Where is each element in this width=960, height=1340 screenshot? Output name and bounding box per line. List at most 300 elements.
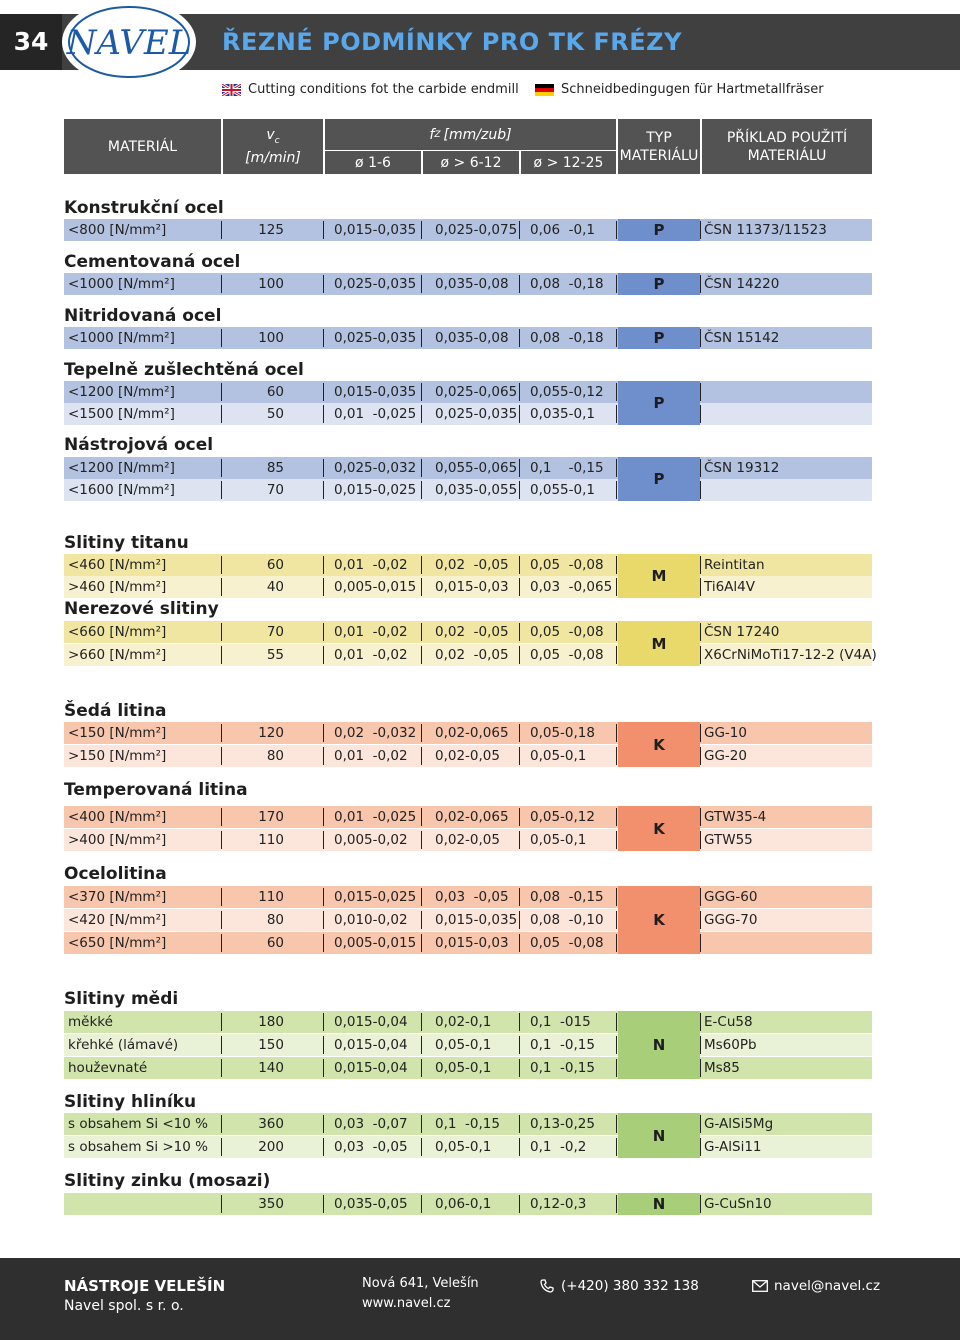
group-title: Tepelně zušlechtěná ocel [64,360,304,380]
column-divider [616,831,617,849]
footer-web[interactable]: www.navel.cz [362,1296,451,1311]
material-type-cell: M [618,621,700,666]
column-divider [700,275,701,293]
english-caption: Cutting conditions fot the carbide endmill [248,82,519,97]
column-divider [221,578,222,596]
column-divider [221,1036,222,1054]
table-row [64,1136,872,1158]
column-divider [323,623,324,641]
fz-medium-cell: 0,02-0,05 [435,832,500,848]
vc-cell: 70 [266,482,284,498]
example-line-2: MATERIÁLU [747,147,827,164]
column-divider [221,888,222,906]
material-type-cell: K [618,722,700,767]
fz-large-cell: 0,06 -0,1 [530,222,595,238]
fz-medium-cell: 0,02-0,1 [435,1014,492,1030]
fz-medium-cell: 0,02-0,065 [435,809,509,825]
fz-large-cell: 0,05 -0,08 [530,647,604,663]
col-header-d1: ø 1-6 [325,151,421,174]
column-divider [616,646,617,664]
material-cell: <1200 [N/mm²] [68,460,175,476]
table-row [64,1193,872,1215]
column-divider [700,383,701,401]
column-divider [323,646,324,664]
example-cell: E-Cu58 [704,1014,753,1030]
fz-small-cell: 0,015-0,04 [334,1014,408,1030]
fz-small-cell: 0,005-0,015 [334,935,417,951]
column-divider [616,221,617,239]
col-header-vc [223,119,323,174]
column-divider [519,934,520,952]
material-type-cell: P [618,381,700,425]
vc-cell: 40 [266,579,284,595]
column-divider [323,911,324,929]
table-row [64,479,872,501]
column-divider [616,556,617,574]
column-divider [323,1195,324,1213]
column-divider [616,383,617,401]
material-cell: <1500 [N/mm²] [68,406,175,422]
column-divider [323,1036,324,1054]
column-divider [421,1138,422,1156]
column-divider [616,934,617,952]
fz-small-cell: 0,005-0,02 [334,832,408,848]
material-type-cell: K [618,886,700,954]
fz-large-cell: 0,08 -0,18 [530,276,604,292]
column-divider [421,934,422,952]
column-divider [421,911,422,929]
column-divider [700,934,701,952]
fz-medium-cell: 0,015-0,035 [435,912,518,928]
column-divider [616,808,617,826]
vc-label: v [266,126,275,143]
column-divider [421,831,422,849]
col-header-type [618,119,700,174]
fz-large-cell: 0,08 -0,18 [530,330,604,346]
fz-large-cell: 0,1 -015 [530,1014,591,1030]
group-title: Nerezové slitiny [64,599,219,619]
column-divider [519,831,520,849]
column-divider [616,1115,617,1133]
group-title: Slitiny zinku (mosazi) [64,1171,271,1191]
material-cell: <460 [N/mm²] [68,557,167,573]
table-row [64,219,872,241]
material-cell: křehké (lámavé) [68,1037,179,1053]
fz-medium-cell: 0,05-0,1 [435,1139,492,1155]
fz-large-cell: 0,05-0,1 [530,748,587,764]
navel-logo [66,4,192,80]
column-divider [700,646,701,664]
fz-medium-cell: 0,02-0,05 [435,748,500,764]
column-divider [323,1138,324,1156]
fz-medium-cell: 0,1 -0,15 [435,1116,500,1132]
column-divider [700,831,701,849]
material-cell: <800 [N/mm²] [68,222,167,238]
group-title: Cementovaná ocel [64,252,241,272]
column-divider [519,888,520,906]
column-divider [700,329,701,347]
column-divider [700,1195,701,1213]
fz-small-cell: 0,015-0,025 [334,482,417,498]
column-divider [700,1013,701,1031]
column-divider [221,405,222,423]
fz-large-cell: 0,05 -0,08 [530,624,604,640]
fz-large-cell: 0,1 -0,15 [530,1060,595,1076]
fz-large-cell: 0,05-0,12 [530,809,595,825]
group-title: Slitiny mědi [64,989,179,1009]
column-divider [323,383,324,401]
example-cell: GTW55 [704,832,753,848]
fz-medium-cell: 0,02-0,065 [435,725,509,741]
column-divider [616,724,617,742]
fz-large-cell: 0,05 -0,08 [530,557,604,573]
fz-small-cell: 0,025-0,035 [334,276,417,292]
column-divider [700,578,701,596]
example-cell: ČSN 17240 [704,624,780,640]
fz-small-cell: 0,015-0,04 [334,1037,408,1053]
column-divider [421,275,422,293]
fz-medium-cell: 0,02 -0,05 [435,647,509,663]
vc-cell: 200 [258,1139,284,1155]
column-divider [616,459,617,477]
column-divider [323,747,324,765]
column-divider [616,747,617,765]
table-row [64,829,872,851]
german-flag-icon [535,84,554,96]
fz-large-cell: 0,1 -0,2 [530,1139,587,1155]
fz-medium-cell: 0,055-0,065 [435,460,518,476]
example-line-1: PŘÍKLAD POUŽITÍ [726,129,848,146]
table-row [64,1011,872,1033]
column-divider [700,1036,701,1054]
fz-unit: [mm/zub] [443,126,512,143]
example-cell: G-CuSn10 [704,1196,772,1212]
fz-large-cell: 0,055-0,1 [530,482,595,498]
column-divider [700,405,701,423]
vc-cell: 80 [266,748,284,764]
material-cell: <1200 [N/mm²] [68,384,175,400]
table-row [64,621,872,643]
group-title: Nitridovaná ocel [64,306,222,326]
fz-small-cell: 0,01 -0,02 [334,647,408,663]
column-divider [323,831,324,849]
column-divider [323,556,324,574]
type-line-2: MATERIÁLU [619,147,699,164]
footer-company-sub: Navel spol. s r. o. [64,1298,184,1314]
material-cell: <1000 [N/mm²] [68,330,175,346]
column-divider [616,1195,617,1213]
table-row [64,327,872,349]
group-title: Temperovaná litina [64,780,248,800]
column-divider [421,481,422,499]
column-divider [421,623,422,641]
column-divider [519,724,520,742]
table-row [64,745,872,767]
vc-cell: 60 [266,384,284,400]
material-type-cell: N [618,1011,700,1079]
column-divider [421,383,422,401]
column-divider [221,831,222,849]
page-title: ŘEZNÉ PODMÍNKY PRO TK FRÉZY [222,28,682,56]
material-cell: měkké [68,1014,113,1030]
footer-phone[interactable]: (+420) 380 332 138 [561,1278,699,1294]
vc-cell: 80 [266,912,284,928]
fz-medium-cell: 0,05-0,1 [435,1037,492,1053]
column-divider [221,934,222,952]
fz-large-cell: 0,13-0,25 [530,1116,595,1132]
material-cell: >150 [N/mm²] [68,748,167,764]
column-divider [221,383,222,401]
column-divider [519,808,520,826]
fz-small-cell: 0,015-0,035 [334,384,417,400]
vc-cell: 110 [258,832,284,848]
example-cell: G-AlSi11 [704,1139,762,1155]
fz-medium-cell: 0,025-0,065 [435,384,518,400]
material-cell: <370 [N/mm²] [68,889,167,905]
group-title: Slitiny hliníku [64,1092,197,1112]
material-type-cell: N [618,1193,700,1215]
column-divider [221,459,222,477]
example-cell: ČSN 14220 [704,276,780,292]
fz-medium-cell: 0,05-0,1 [435,1060,492,1076]
column-divider [700,221,701,239]
fz-small-cell: 0,015-0,035 [334,222,417,238]
column-divider [616,481,617,499]
column-divider [421,405,422,423]
footer-address: Nová 641, Velešín [362,1276,479,1291]
fz-small-cell: 0,03 -0,05 [334,1139,408,1155]
column-divider [519,329,520,347]
material-cell: <400 [N/mm²] [68,809,167,825]
col-header-d3: ø > 12-25 [521,151,616,174]
fz-medium-cell: 0,035-0,08 [435,330,509,346]
column-divider [616,1013,617,1031]
table-row [64,554,872,576]
fz-large-cell: 0,12-0,3 [530,1196,587,1212]
vc-cell: 125 [258,222,284,238]
column-divider [323,275,324,293]
fz-medium-cell: 0,06-0,1 [435,1196,492,1212]
column-divider [421,747,422,765]
material-type-cell: P [618,327,700,349]
logo-text: NAVEL [66,23,192,63]
material-cell: <420 [N/mm²] [68,912,167,928]
column-divider [421,578,422,596]
vc-cell: 100 [258,276,284,292]
column-divider [616,329,617,347]
material-cell: houževnaté [68,1060,148,1076]
fz-small-cell: 0,015-0,025 [334,889,417,905]
table-row [64,1034,872,1056]
material-type-cell: P [618,219,700,241]
fz-label: f [429,126,435,143]
table-row [64,932,872,954]
column-divider [421,888,422,906]
german-caption: Schneidbedingugen für Hartmetallfräser [561,82,824,97]
vc-cell: 60 [266,935,284,951]
column-divider [323,1115,324,1133]
column-divider [519,1138,520,1156]
material-cell: s obsahem Si <10 % [68,1116,208,1132]
phone-icon [540,1279,554,1293]
table-row [64,886,872,908]
fz-large-cell: 0,05-0,18 [530,725,595,741]
column-divider [616,405,617,423]
fz-sub: Z [434,129,441,140]
example-cell: Ms85 [704,1060,740,1076]
group-title: Ocelolitina [64,864,167,884]
column-divider [221,623,222,641]
column-divider [700,747,701,765]
table-row [64,273,872,295]
column-divider [421,808,422,826]
example-cell: Ms60Pb [704,1037,757,1053]
vc-sub: c [274,135,280,146]
column-divider [421,1059,422,1077]
fz-small-cell: 0,01 -0,025 [334,406,417,422]
fz-small-cell: 0,01 -0,02 [334,557,408,573]
example-cell: Reintitan [704,557,765,573]
material-cell: <650 [N/mm²] [68,935,167,951]
column-divider [221,646,222,664]
fz-medium-cell: 0,03 -0,05 [435,889,509,905]
column-divider [519,1013,520,1031]
fz-large-cell: 0,1 -0,15 [530,1037,595,1053]
table-row [64,1113,872,1135]
fz-small-cell: 0,01 -0,025 [334,809,417,825]
fz-large-cell: 0,05-0,1 [530,832,587,848]
fz-small-cell: 0,015-0,04 [334,1060,408,1076]
column-divider [519,275,520,293]
column-divider [421,556,422,574]
example-cell: ČSN 15142 [704,330,780,346]
page-number: 34 [0,14,62,70]
column-divider [221,275,222,293]
example-cell: GTW35-4 [704,809,767,825]
column-divider [323,405,324,423]
example-cell: Ti6Al4V [704,579,755,595]
column-divider [323,934,324,952]
fz-medium-cell: 0,025-0,075 [435,222,518,238]
col-header-material: MATERIÁL [64,119,221,174]
material-cell: >460 [N/mm²] [68,579,167,595]
vc-cell: 70 [266,624,284,640]
column-divider [323,1059,324,1077]
column-divider [421,1036,422,1054]
column-divider [616,1036,617,1054]
fz-small-cell: 0,03 -0,07 [334,1116,408,1132]
column-divider [221,329,222,347]
column-divider [616,888,617,906]
column-divider [221,556,222,574]
column-divider [700,556,701,574]
table-row [64,722,872,744]
vc-cell: 120 [258,725,284,741]
column-divider [616,275,617,293]
example-cell: GGG-60 [704,889,758,905]
table-row [64,576,872,598]
fz-medium-cell: 0,035-0,055 [435,482,518,498]
example-cell: X6CrNiMoTi17-12-2 (V4A) [704,647,877,663]
table-row [64,457,872,479]
material-type-cell: P [618,273,700,295]
fz-medium-cell: 0,02 -0,05 [435,557,509,573]
fz-large-cell: 0,055-0,12 [530,384,604,400]
fz-small-cell: 0,025-0,035 [334,330,417,346]
example-cell: GG-10 [704,725,747,741]
column-divider [221,911,222,929]
fz-large-cell: 0,035-0,1 [530,406,595,422]
example-cell: GGG-70 [704,912,758,928]
fz-large-cell: 0,08 -0,10 [530,912,604,928]
fz-medium-cell: 0,025-0,035 [435,406,518,422]
table-row [64,644,877,666]
type-line-1: TYP [646,129,672,146]
column-divider [519,556,520,574]
column-divider [421,1115,422,1133]
vc-unit: [m/min] [245,150,301,167]
column-divider [519,405,520,423]
column-divider [421,1013,422,1031]
column-divider [700,623,701,641]
column-divider [221,1138,222,1156]
vc-cell: 350 [258,1196,284,1212]
fz-large-cell: 0,05 -0,08 [530,935,604,951]
column-divider [421,724,422,742]
column-divider [519,1115,520,1133]
group-title: Konstrukční ocel [64,198,224,218]
fz-medium-cell: 0,015-0,03 [435,935,509,951]
column-divider [700,808,701,826]
column-divider [519,1036,520,1054]
fz-small-cell: 0,035-0,05 [334,1196,408,1212]
column-divider [421,329,422,347]
group-title: Slitiny titanu [64,533,189,553]
vc-cell: 110 [258,889,284,905]
fz-large-cell: 0,1 -0,15 [530,460,604,476]
fz-medium-cell: 0,035-0,08 [435,276,509,292]
column-divider [616,1138,617,1156]
material-cell: <150 [N/mm²] [68,725,167,741]
column-divider [221,481,222,499]
material-cell: s obsahem Si >10 % [68,1139,208,1155]
column-divider [616,623,617,641]
column-divider [421,221,422,239]
column-divider [221,221,222,239]
fz-small-cell: 0,01 -0,02 [334,748,408,764]
column-divider [323,481,324,499]
column-divider [323,1013,324,1031]
material-cell: <1000 [N/mm²] [68,276,175,292]
footer-email[interactable]: navel@navel.cz [774,1278,881,1294]
column-divider [221,808,222,826]
email-icon [752,1280,768,1292]
column-divider [700,888,701,906]
footer [0,1258,960,1340]
group-title: Šedá litina [64,701,167,721]
material-cell: >400 [N/mm²] [68,832,167,848]
column-divider [221,1059,222,1077]
example-cell: ČSN 11373/11523 [704,222,827,238]
column-divider [421,1195,422,1213]
vc-cell: 140 [258,1060,284,1076]
vc-cell: 360 [258,1116,284,1132]
vc-cell: 100 [258,330,284,346]
col-header-fz [325,119,616,150]
column-divider [700,1059,701,1077]
column-divider [323,329,324,347]
fz-small-cell: 0,02 -0,032 [334,725,417,741]
